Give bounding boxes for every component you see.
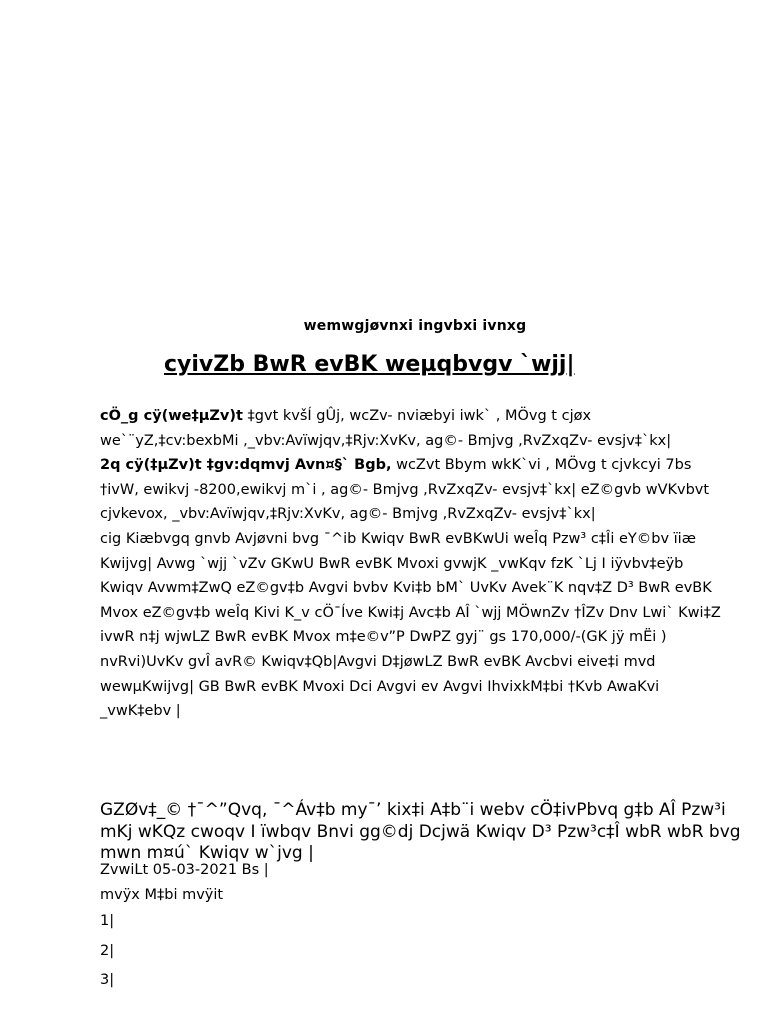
second-party-paragraph xyxy=(100,453,730,527)
witness-item-1: 1| xyxy=(100,913,115,929)
first-party-label: cÖ_g cÿ(we‡µZv)t xyxy=(100,408,243,424)
witness-item-3: 3| xyxy=(100,972,115,988)
witness-list xyxy=(100,907,114,996)
declaration-block xyxy=(100,800,750,865)
second-party-details: wcZvt Bbym wkK`vi , MÖvg t cjvkcyi 7bs †ivW, ewikvj -8200,ewikvj m`i , ag©- Bmjvg ,RvZxqZv- evsjv‡`kx| eZ©gvb wVKvbvt cjvkevox, _vbv:Avïwjqv,‡Rjv:XvKv, ag©- Bmjvg ,RvZxqZv- evsjv‡`kx| xyxy=(100,457,710,523)
document-title: cyivZb BwR evBK weµqbvgv `wjj| xyxy=(164,352,575,377)
witness-heading: mvÿx M‡bi mvÿit xyxy=(100,887,224,903)
document-subheading: wemwgjøvnxi ingvbxi ivnxg xyxy=(303,318,527,334)
declaration-paragraph: GZØv‡_© †¯^”Qvq, ¯^Áv‡b my¯’ kix‡i A‡b¨i webv cÖ‡ivPbvq g‡b AÎ Pzw³i mKj wKQz cwoqv I ïwbqv Bnvi gg©dj Dcjwä Kwiqv D³ Pzw³c‡Î wbR wbR bvg mwn m¤ú` Kwiqv w`jvg | xyxy=(100,800,741,863)
date-line: ZvwiLt 05-03-2021 Bs | xyxy=(100,862,269,878)
first-party-paragraph xyxy=(100,404,730,453)
agreement-paragraph: cig Kiæbvgq gnvb Avjøvni bvg ¯^ib Kwiqv BwR evBKwUi weÎq Pzw³ c‡Îi eY©bv ïiæ Kwijvg| Avwg `wjj `vZv GKwU BwR evBK Mvoxi gvwjK _vwKqv fzK `Lj I iÿvbv‡eÿb Kwiqv Avwm‡ZwQ eZ©gv‡b Avgvi bvbv Kvi‡b bM` UvKv Avek¨K nqv‡Z D³ BwR evBK Mvox eZ©gv‡b weÎq Kivi K_v cÖ¯Íve Kwi‡j Avc‡b AÎ `wjj MÖwnZv †ÎZv Dnv Lwi` Kwi‡Z ivwR n‡j wjwLZ BwR evBK Mvox m‡e©v”P DwPZ gyj¨ gs 170,000/-(GK jÿ mËi ) nvRvi)UvKv gvÎ avR© Kwiqv‡Qb|Avgvi D‡jøwLZ BwR evBK Avcbvi eive‡i mvd wewµKwijvg| GB BwR evBK Mvoxi Dci Avgvi ev Avgvi IhvixkM‡bi †Kvb AwaKvi _vwK‡ebv | xyxy=(100,530,721,720)
document-body xyxy=(100,404,730,724)
second-party-label: 2q cÿ(‡µZv)t ‡gv:dqmvj Avn¤§` Bgb, xyxy=(100,457,392,474)
first-party-details: ‡gvt kvšÍ gÛj, wcZv- nviæbyi iwk` , MÖvg t cjøx we`¨yZ,‡cv:bexbMi ,_vbv:Avïwjqv,‡Rjv:XvKv, ag©- Bmjvg ,RvZxqZv- evsjv‡`kx| xyxy=(100,408,672,449)
witness-item-2: 2| xyxy=(100,942,115,959)
